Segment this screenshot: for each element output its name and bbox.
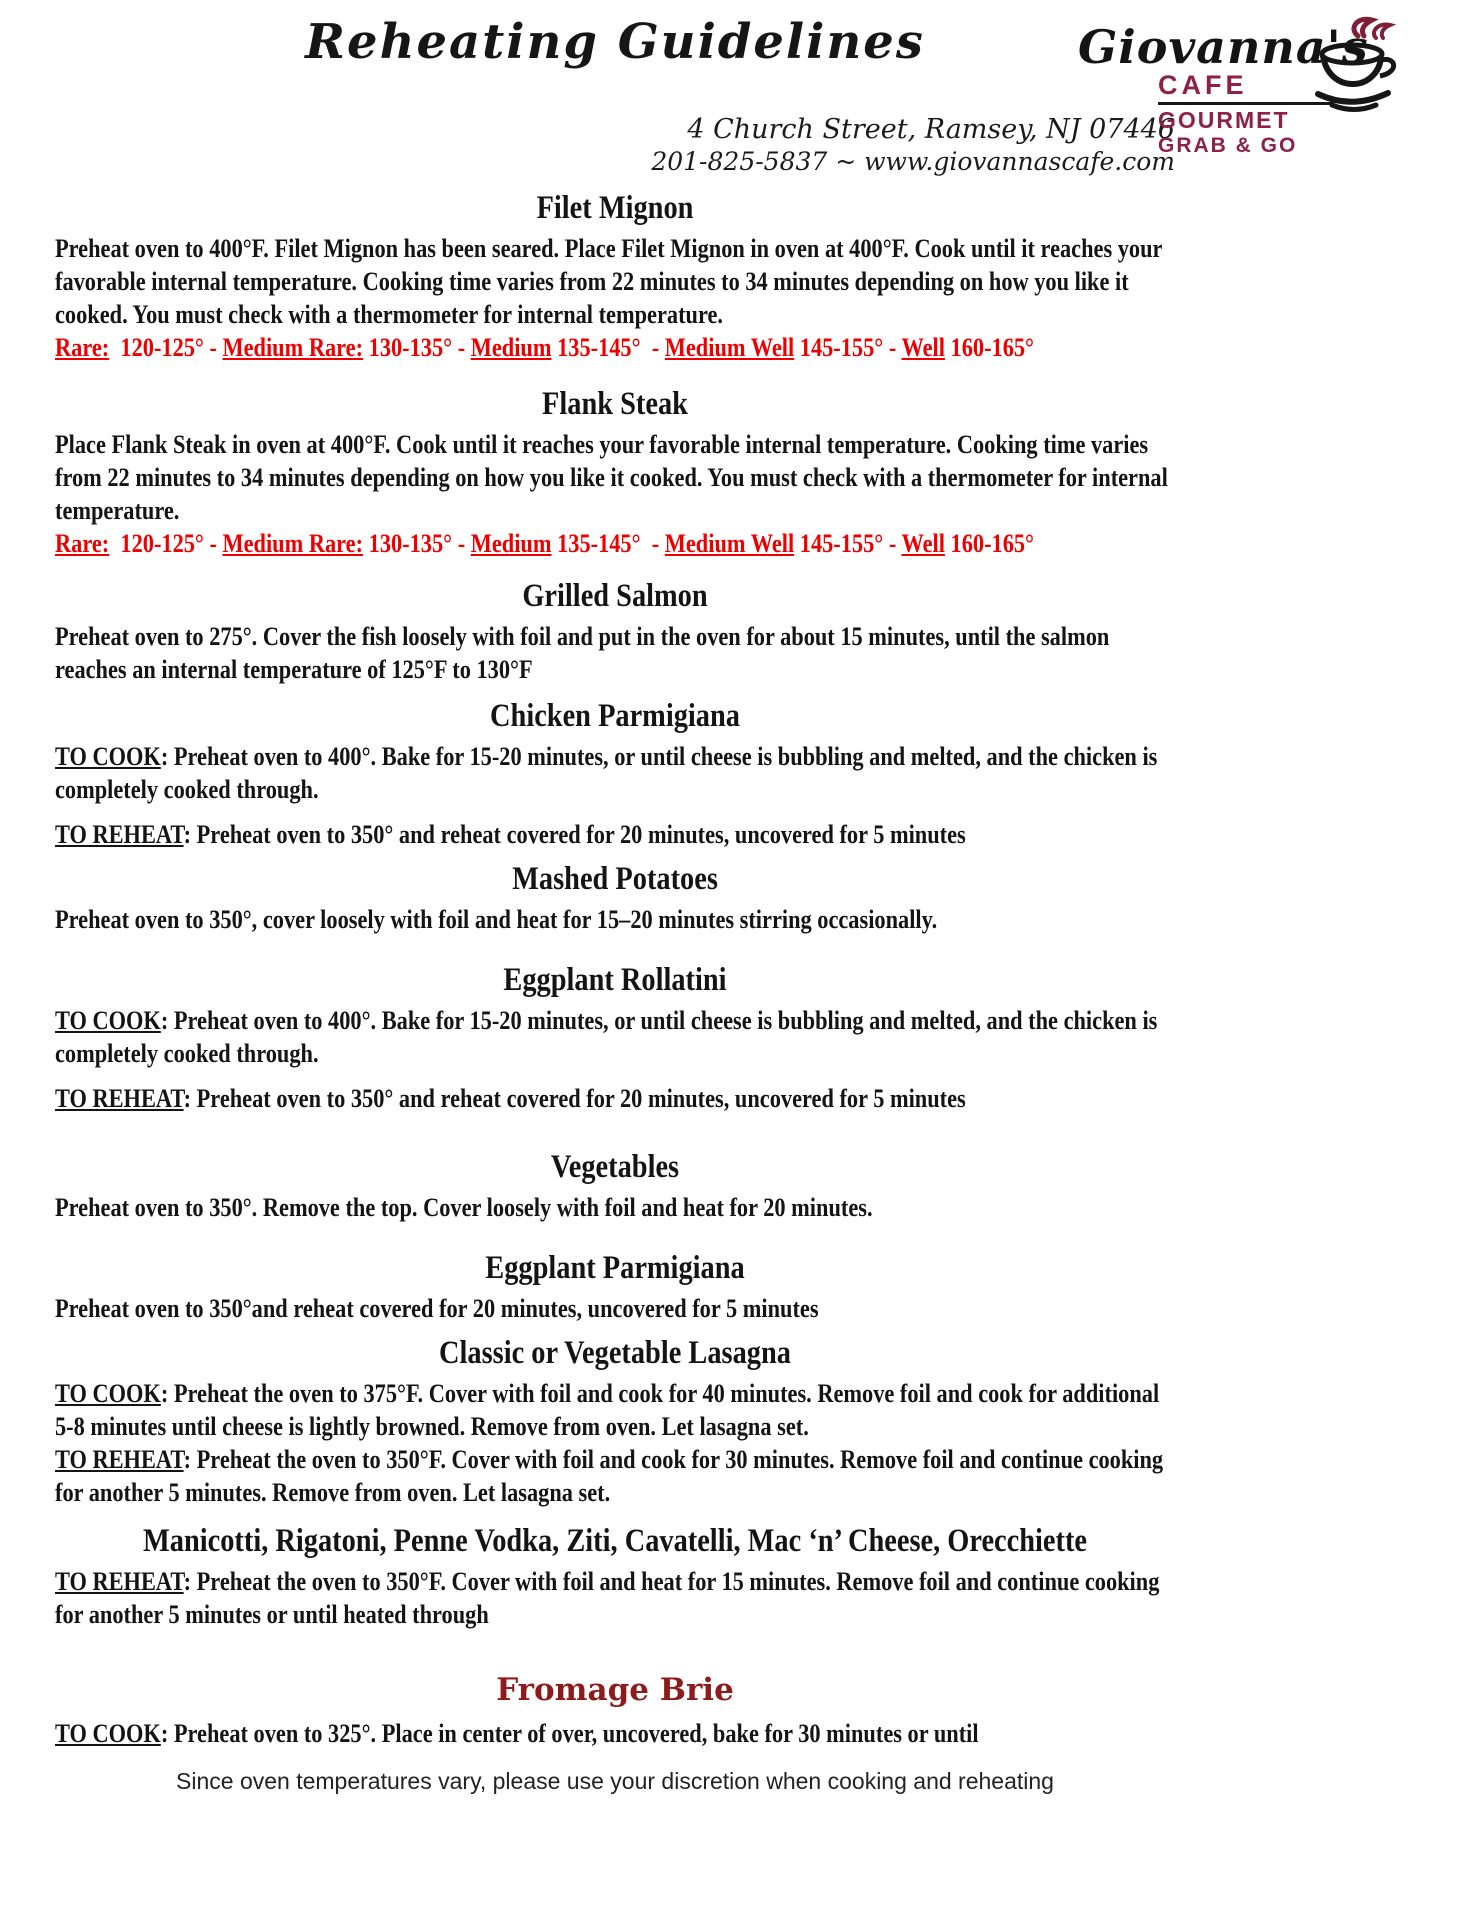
section-title: Filet Mignon <box>536 190 694 226</box>
address-line: 4 Church Street, Ramsey, NJ 07446 <box>687 114 1175 145</box>
section-paragraph: Preheat oven to 350°, cover loosely with foil and heat for 15–20 minutes stirring occasionally. <box>55 905 938 934</box>
to-cook-paragraph: TO COOK: Preheat oven to 400°. Bake for 15-20 minutes, or until cheese is bubbling and melted, and the chicken is completely cooked through. <box>55 1006 1158 1068</box>
section-title: Manicotti, Rigatoni, Penne Vodka, Ziti, Cavatelli, Mac ‘n’ Cheese, Orecchiette <box>142 1523 1088 1559</box>
to-cook-paragraph: TO COOK: Preheat oven to 400°. Bake for 15-20 minutes, or until cheese is bubbling and melted, and the chicken is completely cooked through. <box>55 742 1158 804</box>
giovannas-cafe-logo <box>1078 20 1398 157</box>
section-pasta-dishes <box>55 1523 1175 1631</box>
section-filet-mignon <box>55 190 1175 364</box>
to-cook-paragraph: TO COOK: Preheat oven to 325°. Place in center of over, uncovered, bake for 30 minutes or until <box>55 1719 979 1748</box>
page-title: Reheating Guidelines <box>305 14 925 70</box>
section-title: Classic or Vegetable Lasagna <box>439 1335 791 1371</box>
section-paragraph: Place Flank Steak in oven at 400°F. Cook until it reaches your favorable internal temperature. Cooking time varies from 22 minutes to 34 minutes depending on how you like it cooked. You must check with a thermometer for internal temperature. <box>55 430 1168 525</box>
section-title: Mashed Potatoes <box>512 861 718 897</box>
doneness-temps-line: Rare: 120-125° - Medium Rare: 130-135° - Medium 135-145° - Medium Well 145-155° - Well 160-165° <box>55 529 1035 558</box>
section-paragraph: Preheat oven to 400°F. Filet Mignon has been seared. Place Filet Mignon in oven at 400°F. Cook until it reaches your favorable internal temperature. Cooking time varies from 22 minutes to 34 minutes depending on how you like it cooked. You must check with a thermometer for internal temperature. <box>55 234 1163 329</box>
section-fromage-brie <box>55 1671 1175 1750</box>
logo-grabgo-text: GRAB & GO <box>1158 134 1298 157</box>
section-title: Flank Steak <box>542 386 688 422</box>
section-paragraph: Preheat oven to 350°. Remove the top. Cover loosely with foil and heat for 20 minutes. <box>55 1193 873 1222</box>
section-eggplant-parmigiana <box>55 1250 1175 1325</box>
to-reheat-paragraph: TO REHEAT: Preheat oven to 350° and reheat covered for 20 minutes, uncovered for 5 minutes <box>55 820 966 849</box>
section-title: Eggplant Rollatini <box>503 962 727 998</box>
section-title: Eggplant Parmigiana <box>485 1250 745 1286</box>
section-mashed-potatoes <box>55 861 1175 936</box>
section-title: Vegetables <box>550 1149 680 1185</box>
section-title: Grilled Salmon <box>522 578 708 614</box>
section-paragraph: Preheat oven to 275°. Cover the fish loosely with foil and put in the oven for about 15 minutes, until the salmon reaches an internal temperature of 125°F to 130°F <box>55 622 1110 684</box>
logo-script-text: Giovanna's <box>1078 20 1369 74</box>
guidelines-content <box>55 190 1175 1795</box>
to-reheat-paragraph: TO REHEAT: Preheat oven to 350° and reheat covered for 20 minutes, uncovered for 5 minutes <box>55 1084 966 1113</box>
contact-block <box>0 114 1175 176</box>
section-paragraph: Preheat oven to 350°and reheat covered for 20 minutes, uncovered for 5 minutes <box>55 1294 819 1323</box>
section-title: Chicken Parmigiana <box>490 698 740 734</box>
to-reheat-paragraph: TO REHEAT: Preheat the oven to 350°F. Cover with foil and heat for 15 minutes. Remove foil and continue cooking for another 5 minutes or until heated through <box>55 1567 1160 1629</box>
section-lasagna <box>55 1335 1175 1509</box>
section-vegetables <box>55 1149 1175 1224</box>
logo-gourmet-text: GOURMET <box>1158 107 1290 133</box>
section-chicken-parmigiana <box>55 698 1175 851</box>
section-grilled-salmon <box>55 578 1175 686</box>
coffee-cup-icon <box>1296 10 1414 126</box>
logo-cafe-text: CAFE <box>1158 70 1248 100</box>
to-reheat-paragraph: TO REHEAT: Preheat the oven to 350°F. Cover with foil and cook for 30 minutes. Remove foil and continue cooking for another 5 minutes. Remove from oven. Let lasagna set. <box>55 1445 1164 1507</box>
section-eggplant-rollatini <box>55 962 1175 1115</box>
doneness-temps-line: Rare: 120-125° - Medium Rare: 130-135° - Medium 135-145° - Medium Well 145-155° - Well 160-165° <box>55 333 1035 362</box>
phone-website-line: 201-825-5837 ~ www.giovannascafe.com <box>651 147 1175 176</box>
footer-disclaimer: Since oven temperatures vary, please use your discretion when cooking and reheating <box>176 1768 1054 1794</box>
to-cook-paragraph: TO COOK: Preheat the oven to 375°F. Cover with foil and cook for 40 minutes. Remove foil and cook for additional 5-8 minutes until cheese is lightly browned. Remove from oven. Let lasagna set. <box>55 1379 1160 1441</box>
section-title: Fromage Brie <box>496 1672 734 1708</box>
section-flank-steak <box>55 386 1175 560</box>
